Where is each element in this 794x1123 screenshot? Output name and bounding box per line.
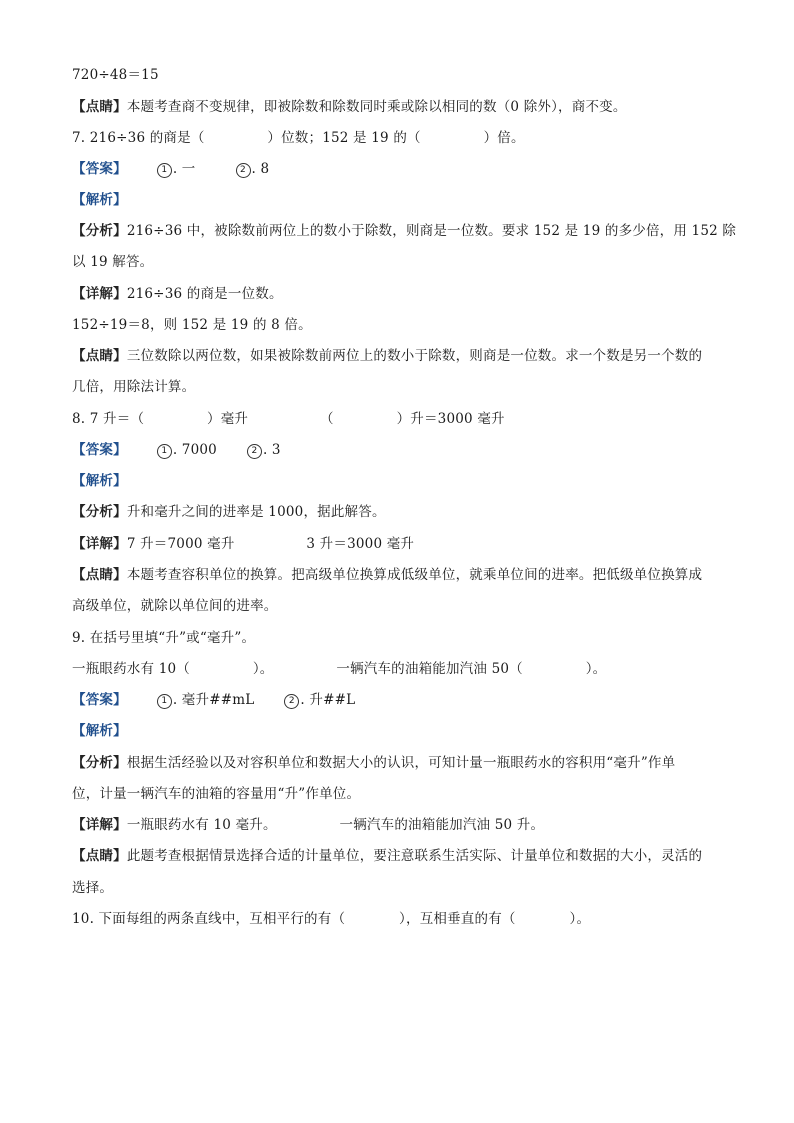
note-continuation: [72, 879, 113, 897]
answer-line: [72, 691, 355, 709]
detail-line: [72, 285, 283, 303]
section-tag: 【分析】: [72, 504, 127, 520]
note-text: 三位数除以两位数，如果被除数前两位上的数小于除数，则商是一位数。求一个数是另一个数的: [126, 348, 703, 364]
answer-text: . 8: [251, 161, 270, 177]
note-continuation: [72, 378, 195, 396]
section-tag: 【点睛】: [72, 99, 127, 115]
answer-text: . 一: [172, 161, 196, 177]
circled-number: 1: [157, 444, 172, 459]
analysis-text: 根据生活经验以及对容积单位和数据大小的认识，可知计量一瓶眼药水的容积用“毫升”作单: [126, 755, 676, 771]
analysis-text: 升和毫升之间的进率是 1000，据此解答。: [126, 504, 386, 520]
note-continuation: [72, 597, 278, 615]
analysis-header: [72, 191, 127, 209]
analysis-header: [72, 472, 127, 490]
question-text: 10. 下面每组的两条直线中，互相平行的有（ ），互相垂直的有（ ）。: [72, 911, 591, 927]
question-7: [72, 129, 525, 147]
detail-text: 7 升＝7000 毫升 3 升＝3000 毫升: [126, 536, 415, 552]
analysis-tag: 【解析】: [72, 473, 127, 489]
note-text: 本题考查商不变规律，即被除数和除数同时乘或除以相同的数（0 除外），商不变。: [126, 99, 627, 115]
analysis-text: 位，计量一辆汽车的油箱的容量用“升”作单位。: [72, 786, 361, 802]
section-tag: 【详解】: [72, 817, 127, 833]
note-text: 高级单位，就除以单位间的进率。: [72, 598, 278, 614]
detail-line: [72, 816, 544, 834]
answer-tag: 【答案】: [72, 161, 127, 177]
question-text: 8. 7 升＝（ ）毫升 （ ）升＝3000 毫升: [72, 411, 505, 427]
section-tag: 【详解】: [72, 536, 127, 552]
note-text: 此题考查根据情景选择合适的计量单位，要注意联系生活实际、计量单位和数据的大小，灵活的: [126, 848, 703, 864]
circled-number: 1: [157, 163, 172, 178]
analysis-text: 216÷36 中，被除数前两位上的数小于除数，则商是一位数。要求 152 是 19 的多少倍，用 152 除: [126, 223, 737, 239]
detail-continuation: [72, 316, 312, 334]
analysis-text: 以 19 解答。: [72, 254, 154, 270]
detail-line: [72, 535, 414, 553]
analysis-line: [72, 503, 386, 521]
equation-text: 720÷48＝15: [72, 67, 159, 83]
answer-tag: 【答案】: [72, 442, 127, 458]
section-tag: 【点睛】: [72, 848, 127, 864]
note-line: [72, 847, 702, 865]
detail-text: 216÷36 的商是一位数。: [126, 286, 283, 302]
answer-line: [72, 441, 281, 459]
answer-text: . 7000: [172, 442, 217, 458]
section-tag: 【分析】: [72, 755, 127, 771]
question-10: [72, 910, 590, 928]
circled-number: 2: [247, 444, 262, 459]
answer-line: [72, 160, 269, 178]
equation-line: [72, 66, 159, 84]
note-line: [72, 566, 702, 584]
circled-number: 2: [236, 163, 251, 178]
section-tag: 【点睛】: [72, 348, 127, 364]
detail-text: 152÷19＝8，则 152 是 19 的 8 倍。: [72, 317, 312, 333]
analysis-continuation: [72, 253, 153, 271]
note-line: [72, 98, 627, 116]
section-tag: 【分析】: [72, 223, 127, 239]
analysis-line: [72, 222, 736, 240]
question-9-items: [72, 660, 606, 678]
question-9: [72, 629, 255, 647]
section-tag: 【详解】: [72, 286, 127, 302]
answer-text: . 毫升##mL: [172, 692, 255, 708]
note-line: [72, 347, 702, 365]
answer-tag: 【答案】: [72, 692, 127, 708]
analysis-tag: 【解析】: [72, 723, 127, 739]
detail-text: 一瓶眼药水有 10 毫升。 一辆汽车的油箱能加汽油 50 升。: [126, 817, 545, 833]
note-text: 几倍，用除法计算。: [72, 379, 196, 395]
analysis-continuation: [72, 785, 360, 803]
circled-number: 1: [157, 694, 172, 709]
question-text: 一瓶眼药水有 10（ ）。 一辆汽车的油箱能加汽油 50（ ）。: [72, 661, 607, 677]
circled-number: 2: [284, 694, 299, 709]
note-text: 选择。: [72, 880, 114, 896]
question-8: [72, 410, 505, 428]
analysis-header: [72, 722, 127, 740]
answer-text: . 升##L: [300, 692, 356, 708]
analysis-line: [72, 754, 675, 772]
answer-text: . 3: [262, 442, 281, 458]
question-text: 9. 在括号里填“升”或“毫升”。: [72, 630, 256, 646]
note-text: 本题考查容积单位的换算。把高级单位换算成低级单位，就乘单位间的进率。把低级单位换算成: [126, 567, 703, 583]
question-text: 7. 216÷36 的商是（ ）位数；152 是 19 的（ ）倍。: [72, 130, 525, 146]
analysis-tag: 【解析】: [72, 192, 127, 208]
section-tag: 【点睛】: [72, 567, 127, 583]
